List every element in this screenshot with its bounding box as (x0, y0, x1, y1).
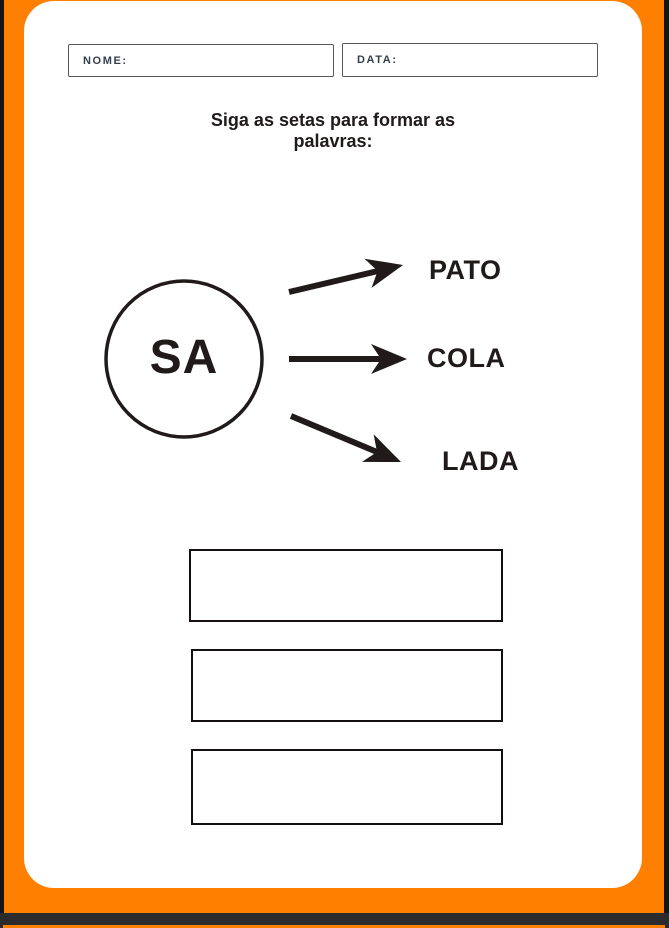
syllable-text: SA (149, 331, 219, 384)
worksheet-title-line2: palavras: (293, 130, 373, 151)
worksheet-title-line1: Siga as setas para formar as (210, 110, 456, 130)
worksheet-page (4, 0, 664, 913)
arrow-up-right-shaft (289, 271, 378, 292)
name-field-label: NOME: (83, 54, 128, 67)
answer-box-3[interactable] (191, 749, 503, 825)
date-field-label: DATA: (357, 54, 398, 66)
word-cola: COLA (427, 343, 506, 373)
viewer-right-edge (664, 0, 669, 913)
answer-box-1[interactable] (189, 549, 503, 622)
viewer-left-edge (0, 0, 4, 913)
syllable-diagram (24, 1, 642, 501)
worksheet-card (24, 1, 642, 888)
arrow-down-right-shaft (291, 416, 377, 452)
word-lada: LADA (442, 446, 519, 476)
arrow-down-right-icon (291, 416, 401, 462)
arrow-up-right-icon (289, 259, 403, 292)
arrow-right-icon (289, 344, 407, 374)
answer-box-2[interactable] (191, 649, 503, 722)
word-pato: PATO (429, 255, 502, 285)
